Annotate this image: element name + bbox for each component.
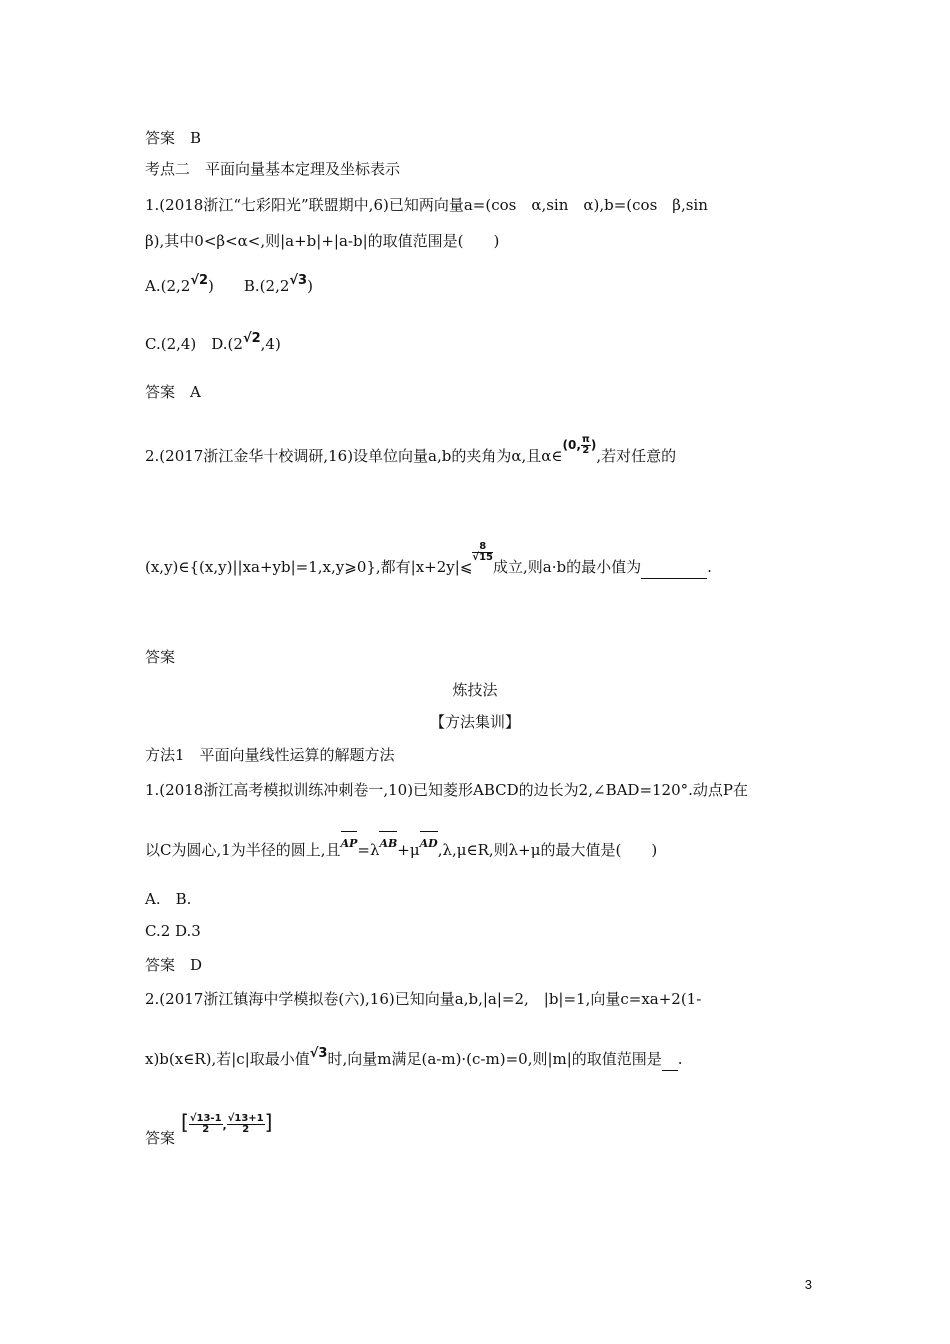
method-collection-title: 【方法集训】 (429, 713, 520, 731)
option-text: C.(2,4) D.(2 (145, 335, 243, 353)
question-text: 以C为圆心,1为半径的圆上,且AP=λAB+μAD,λ,μ∈R,则λ+μ的最大值是( ) (145, 840, 657, 862)
sqrt-3: √3 (309, 1046, 328, 1061)
practice-title: 炼技法 (452, 681, 498, 699)
question-line: (x,y)∈{(x,y)||xa+yb|=1,x,y⩾0},都有|x+2y|⩽ (145, 558, 473, 576)
option-text: ) (307, 277, 313, 295)
options-line (145, 273, 313, 298)
options-line (145, 889, 191, 909)
question-line: 2.(2017浙江金华十校调研,16)设单位向量a,b的夹角为α,且α∈ (145, 447, 563, 465)
answer-line (145, 1110, 273, 1150)
question-line: ,若对任意的 (596, 447, 677, 465)
option-text: ,4) (260, 335, 281, 353)
fraction-sqrt13-plus-1: $\frac{√13+1}{2}$ (227, 1113, 264, 1135)
question-text: x)b(x∈R),若|c|取最小值√3时,向量m满足(a-m)·(c-m)=0,则|m|的取值范围是 . (145, 1049, 683, 1071)
options-line (145, 921, 201, 941)
answer-line (145, 382, 201, 402)
answer-text: 答案 (145, 648, 176, 666)
question-text (145, 231, 499, 251)
options-line (145, 331, 281, 356)
option-text: A. B. (145, 890, 192, 908)
pi-over-2: $\frac{\pi}{2}$ (581, 434, 590, 456)
vector-AD: AD (420, 834, 438, 854)
subsection-heading-center (0, 712, 950, 732)
question-line: 2.(2017浙江镇海中学模拟卷(六),16)已知向量a,b,|a|=2, |b|=1,向量c=xa+2(1- (145, 990, 702, 1008)
question-line: 1.(2018浙江高考模拟训练冲刺卷一,10)已知菱形ABCD的边长为2,∠BAD=120°.动点P在 (145, 781, 749, 799)
answer-text: 答案 A (145, 383, 201, 401)
option-text: ) B.(2,2 (208, 277, 290, 295)
question-line: 成立,则a·b的最小值为 (493, 558, 642, 576)
method-title: 方法1 平面向量线性运算的解题方法 (145, 746, 395, 764)
answer-text: 答案 B (145, 129, 202, 147)
interval-expression: (0, π 2 ) (562, 434, 597, 456)
sqrt-2: √2 (242, 331, 261, 346)
question-text (145, 989, 701, 1009)
question-text: (x,y)∈{(x,y)||xa+yb|=1,x,y⩾0},都有|x+2y|⩽ $\frac{8}{√15}$ 成立,则a·b的最小值为 . (145, 557, 712, 579)
section-title: 考点二 平面向量基本定理及坐标表示 (145, 160, 401, 178)
sqrt-3: √3 (289, 273, 308, 288)
section-heading (145, 159, 400, 179)
question-line: β),其中0<β<α<,则|a+b|+|a-b|的取值范围是( ) (145, 232, 500, 250)
sqrt-2: √2 (190, 273, 209, 288)
question-line: 以C为圆心,1为半径的圆上,且 (145, 841, 341, 859)
answer-line (145, 128, 201, 148)
section-heading-center (0, 680, 950, 700)
question-text (145, 195, 708, 215)
question-line: 1.(2018浙江“七彩阳光”联盟期中,6)已知两向量a=(cos α,sin α),b=(cos β,sin (145, 196, 708, 214)
method-heading (145, 745, 395, 765)
option-text: A.(2,2 (145, 277, 191, 295)
question-line: 时,向量m满足(a-m)·(c-m)=0,则|m|的取值范围是 (327, 1050, 662, 1068)
answer-interval: [ $\frac{√13-1}{2}$ , $\frac{√13+1}{2}$ ] (181, 1110, 273, 1135)
page-number: 3 (804, 1277, 812, 1292)
question-line: x)b(x∈R),若|c|取最小值 (145, 1050, 310, 1068)
fraction-sqrt13-minus-1: $\frac{√13-1}{2}$ (189, 1113, 222, 1135)
answer-blank[interactable] (662, 1054, 678, 1071)
question-line: λ,μ∈R,则λ+μ的最大值是( ) (442, 841, 658, 859)
answer-text: 答案 (145, 1129, 176, 1147)
fraction-8-over-sqrt15: $\frac{8}{√15}$ (472, 540, 493, 563)
answer-line (145, 955, 202, 975)
answer-text: 答案 D (145, 956, 203, 974)
option-text: C.2 D.3 (145, 922, 201, 940)
vector-AP: AP (341, 834, 358, 854)
vector-AB: AB (379, 834, 397, 854)
question-text (145, 780, 748, 800)
answer-line (145, 647, 175, 667)
answer-blank[interactable] (641, 562, 707, 579)
